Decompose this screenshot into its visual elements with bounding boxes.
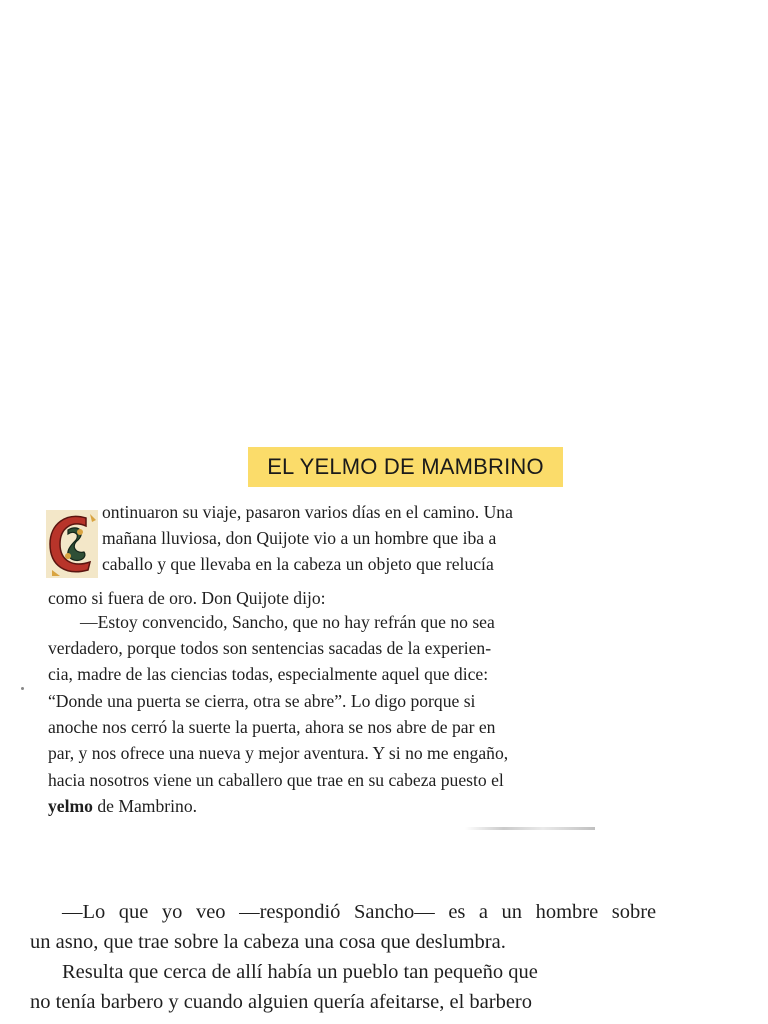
text-line: par, y nos ofrece una nueva y mejor aventura. Y si no me engaño, — [48, 743, 509, 763]
scan-speck — [21, 687, 24, 690]
bold-term: yelmo — [48, 796, 93, 816]
text-line: cia, madre de las ciencias todas, especialmente aquel que dice: — [48, 664, 489, 684]
text-line: hacia nosotros viene un caballero que trae en su cabeza puesto el — [48, 770, 504, 790]
page-title: EL YELMO DE MAMBRINO — [248, 447, 563, 487]
scan-smudge — [465, 827, 595, 830]
text-fragment: de Mambrino. — [92, 796, 198, 816]
text-line: caballo y que llevaba en la cabeza un objeto que relucía — [102, 554, 494, 574]
scanned-text-block-2 — [22, 893, 662, 1024]
text-line: Resulta que cerca de allí había un pueblo tan pequeño que — [62, 961, 538, 983]
text-line: —Lo que yo veo —respondió Sancho— es a un hombre sobre — [62, 901, 657, 923]
text-line: ontinuaron su viaje, pasaron varios días en el camino. Una — [102, 502, 513, 522]
text-line: “Donde una puerta se cierra, otra se abre”. Lo digo porque si — [48, 691, 476, 711]
scanned-text-block-1 — [40, 496, 620, 836]
text-line: un asno, que trae sobre la cabeza una cosa que deslumbra. — [30, 931, 506, 953]
dropcap-c-icon — [46, 510, 98, 578]
text-line: verdadero, porque todos son sentencias sacadas de la experien- — [48, 638, 492, 658]
text-line: anoche nos cerró la suerte la puerta, ahora se nos abre de par en — [48, 717, 496, 737]
text-line: como si fuera de oro. Don Quijote dijo: — [48, 588, 326, 608]
text-line: mañana lluviosa, don Quijote vio a un hombre que iba a — [102, 528, 497, 548]
text-line: —Estoy convencido, Sancho, que no hay refrán que no sea — [80, 612, 495, 632]
text-line-last — [48, 794, 197, 818]
text-line: no tenía barbero y cuando alguien quería afeitarse, el barbero — [30, 991, 533, 1013]
